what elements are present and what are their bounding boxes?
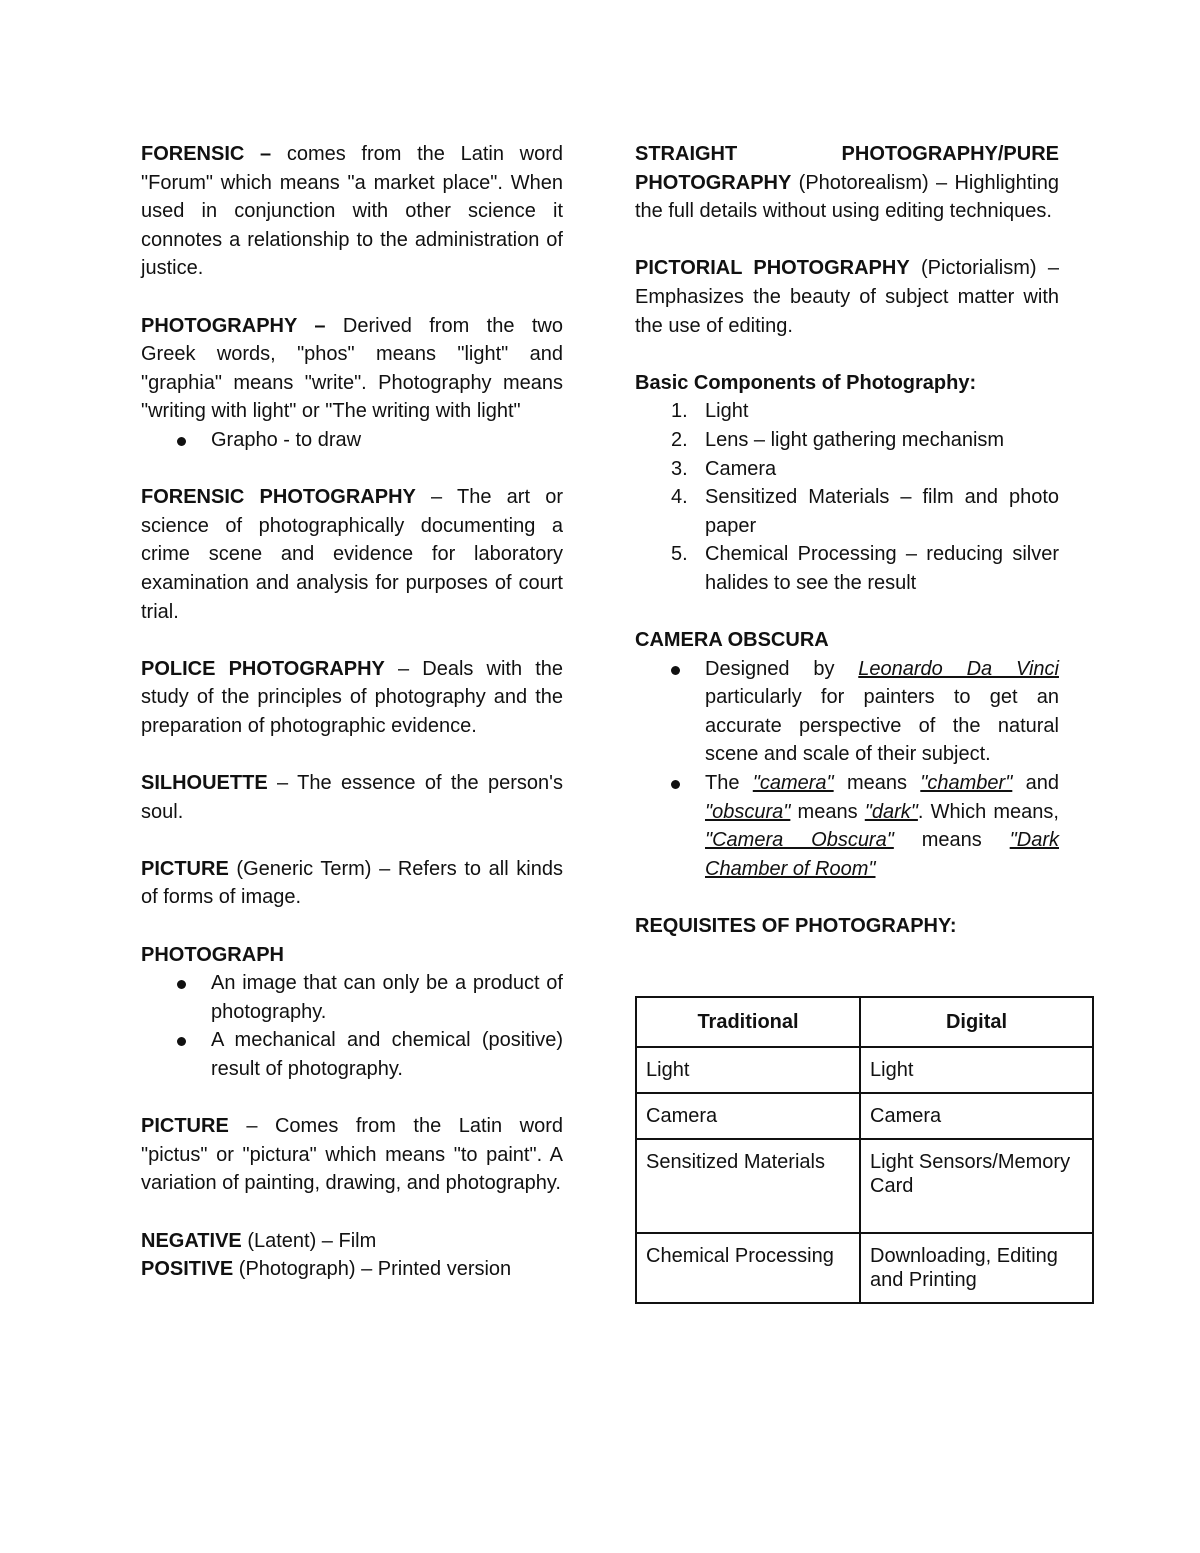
components-heading: Basic Components of Photography:: [635, 371, 977, 394]
list-item: 4. Sensitized Materials – film and photo paper: [671, 486, 1059, 537]
table-cell: Light: [636, 1047, 860, 1093]
list-item: Designed by Leonardo Da Vinci particularly for painters to get an accurate perspective of the natural scene and scale of their subject.: [635, 655, 1059, 769]
positive-definition: POSITIVE (Photograph) – Printed version: [141, 1258, 512, 1281]
table-cell: Camera: [860, 1093, 1093, 1139]
camera-obscura-bullets: [635, 655, 1059, 884]
police-photography-definition: POLICE PHOTOGRAPHY – Deals with the study of the principles of photography and the preparation of photographic evidence.: [141, 657, 563, 737]
photography-bullets: [141, 426, 563, 455]
picture-definition: PICTURE (Generic Term) – Refers to all kinds of forms of image.: [141, 857, 563, 909]
list-item: 5. Chemical Processing – reducing silver halides to see the result: [671, 543, 1059, 594]
term: PICTORIAL PHOTOGRAPHY: [635, 257, 910, 280]
camera-obscura-heading: CAMERA OBSCURA: [635, 629, 829, 652]
silhouette-definition: SILHOUETTE – The essence of the person's soul.: [141, 772, 563, 823]
term: FORENSIC –: [141, 143, 272, 165]
left-column: [141, 140, 563, 1284]
straight-photography-definition: STRAIGHT PHOTOGRAPHY/PURE PHOTOGRAPHY (Photorealism) – Highlighting the full details without using editing techniques.: [635, 143, 1059, 223]
list-item: 1. Light: [671, 400, 749, 423]
components-list: [635, 397, 1059, 597]
table-cell: Chemical Processing: [636, 1233, 860, 1303]
table-row: [636, 1047, 1093, 1093]
negative-definition: NEGATIVE (Latent) – Film: [141, 1229, 377, 1252]
forensic-definition: FORENSIC – comes from the Latin word "Forum" which means "a market place". When used in conjunction with other science it connotes a relationship to the administration of justice.: [141, 143, 563, 280]
table-cell: Sensitized Materials: [636, 1139, 860, 1233]
photograph-bullets: [141, 969, 563, 1083]
term: POLICE PHOTOGRAPHY: [141, 657, 385, 680]
table-cell: Light: [860, 1047, 1093, 1093]
forensic-photography-definition: FORENSIC PHOTOGRAPHY – The art or science of photographically documenting a crime scene and evidence for laboratory examination and analysis for purposes of court trial.: [141, 486, 563, 623]
column-header: Digital: [860, 997, 1093, 1047]
list-item: 2. Lens – light gathering mechanism: [671, 428, 1005, 451]
term: PICTURE: [141, 1115, 229, 1138]
term: PHOTOGRAPHY –: [141, 314, 326, 337]
list-item: An image that can only be a product of photography.: [141, 969, 563, 1026]
column-header: Traditional: [636, 997, 860, 1047]
list-item: The "camera" means "chamber" and "obscura" means "dark". Which means, "Camera Obscura" means "Dark Chamber of Room": [635, 769, 1059, 883]
pictorial-photography-definition: PICTORIAL PHOTOGRAPHY (Pictorialism) – Emphasizes the beauty of subject matter with the use of editing.: [635, 257, 1059, 337]
term: STRAIGHT PHOTOGRAPHY/PURE PHOTOGRAPHY: [635, 143, 1059, 194]
picture-latin-definition: PICTURE – Comes from the Latin word "pictus" or "pictura" which means "to paint". A variation of painting, drawing, and photography.: [141, 1115, 563, 1195]
list-item: A mechanical and chemical (positive) result of photography.: [141, 1026, 563, 1083]
term: POSITIVE: [141, 1258, 234, 1281]
requisites-table: [635, 996, 1094, 1304]
list-item: Grapho - to draw: [141, 426, 563, 455]
term: SILHOUETTE: [141, 772, 268, 795]
right-column: [635, 140, 1059, 941]
requisites-heading: REQUISITES OF PHOTOGRAPHY:: [635, 915, 957, 938]
term: FORENSIC PHOTOGRAPHY: [141, 486, 416, 509]
table-row: [636, 1139, 1093, 1233]
term: NEGATIVE: [141, 1229, 242, 1252]
term: PICTURE: [141, 857, 229, 880]
table-cell: Downloading, Editing and Printing: [860, 1233, 1093, 1303]
table-cell: Camera: [636, 1093, 860, 1139]
table-header-row: [636, 997, 1093, 1047]
table-row: [636, 1093, 1093, 1139]
photograph-heading: PHOTOGRAPH: [141, 943, 284, 966]
table-cell: Light Sensors/Memory Card: [860, 1139, 1093, 1233]
da-vinci-name: Leonardo Da Vinci: [858, 657, 1059, 680]
list-item: 3. Camera: [671, 457, 777, 480]
table-row: [636, 1233, 1093, 1303]
photography-definition: PHOTOGRAPHY – Derived from the two Greek words, "phos" means "light" and "graphia" means "write". Photography means "writing with light" or "The writing with light": [141, 314, 563, 423]
